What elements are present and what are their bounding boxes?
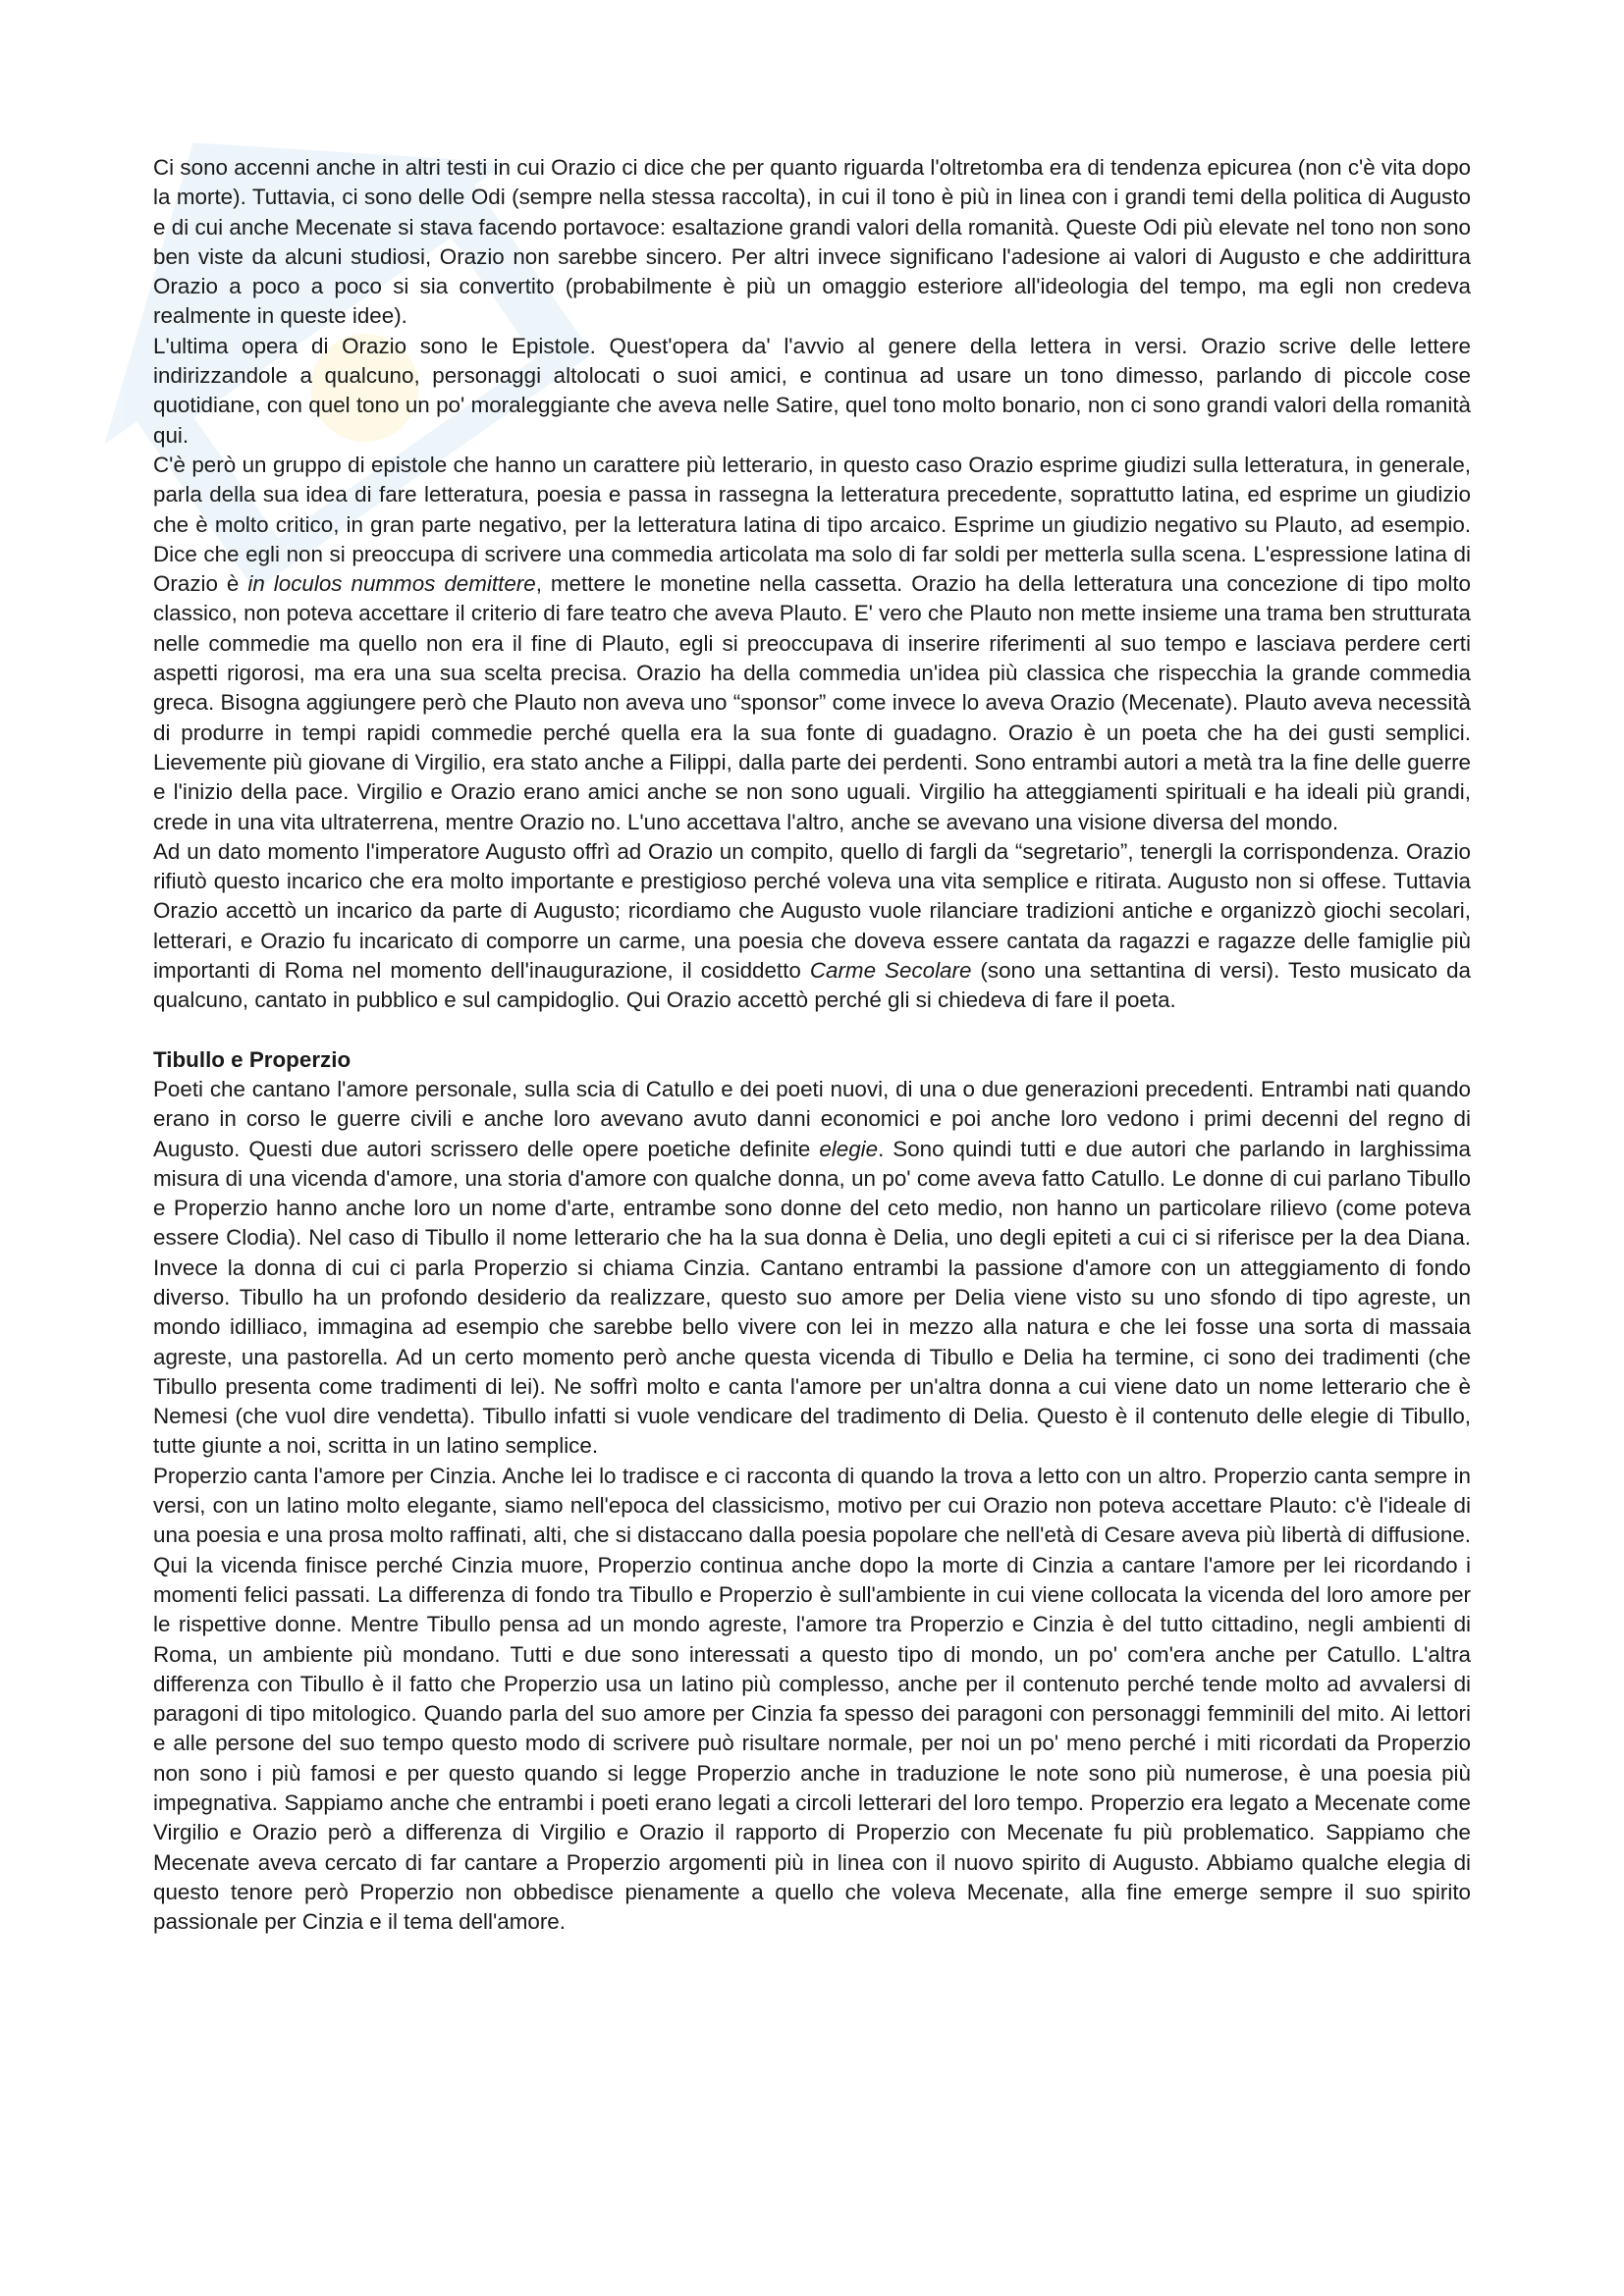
paragraph-orazio-epistole: L'ultima opera di Orazio sono le Epistole. Quest'opera da' l'avvio al genere della lettera in versi. Orazio scrive delle lettere indirizzandole a qualcuno, personaggi altolocati o suoi amici, e continua ad usare un tono dimesso, parlando di piccole cose quotidiane, con quel tono un po' moraleggiante che aveva nelle Satire, quel tono molto bonario, non ci sono grandi valori della romanità qui. <box>153 333 1471 448</box>
paragraph-epistole-letterarie <box>153 451 1471 837</box>
paragraph-properzio: Properzio canta l'amore per Cinzia. Anche lei lo tradisce e ci racconta di quando la trova a letto con un altro. Properzio canta sempre in versi, con un latino molto elegante, siamo nell'epoca del classicismo, motivo per cui Orazio non poteva accettare Plauto: c'è l'ideale di una poesia e una prosa molto raffinati, alti, che si distaccano dalla poesia popolare che nell'età di Cesare aveva più libertà di diffusione. Qui la vicenda finisce perché Cinzia muore, Properzio continua anche dopo la morte di Cinzia a cantare l'amore per lei ricordando i momenti felici passati. La differenza di fondo tra Tibullo e Properzio è sull'ambiente in cui viene collocata la vicenda del loro amore per le rispettive donne. Mentre Tibullo pensa ad un mondo agreste, l'amore tra Properzio e Cinzia è del tutto cittadino, negli ambienti di Roma, un ambiente più mondano. Tutti e due sono interessati a questo tipo di mondo, un po' com'era anche per Catullo. L'altra differenza con Tibullo è il fatto che Properzio usa un latino più complesso, anche per il contenuto perché tende molto ad avvalersi di paragoni di tipo mitologico. Quando parla del suo amore per Cinzia fa spesso dei paragoni con personaggi femminili del mito. Ai lettori e alle persone del suo tempo questo modo di scrivere può risultare normale, per noi un po' meno perché i miti ricordati da Properzio non sono i più famosi e per questo quando si legge Properzio anche in traduzione le note sono più numerose, è una poesia più impegnativa. Sappiamo anche che entrambi i poeti erano legati a circoli letterari del loro tempo. Properzio era legato a Mecenate come Virgilio e Orazio però a differenza di Virgilio e Orazio il rapporto di Properzio con Mecenate fu più problematico. Sappiamo che Mecenate aveva cercato di far cantare a Properzio argomenti più in linea con il nuovo spirito di Augusto. Abbiamo qualche elegia di questo tenore però Properzio non obbedisce pienamente a quello che voleva Mecenate, alla fine emerge sempre il suo spirito passionale per Cinzia e il tema dell'amore. <box>153 1463 1471 1935</box>
section-heading: Tibullo e Properzio <box>153 1046 352 1072</box>
document-page <box>153 153 1471 1938</box>
genre-term: elegie <box>819 1136 879 1161</box>
section-gap <box>153 1016 1471 1045</box>
paragraph-text: Poeti che cantano l'amore personale, sulla scia di Catullo e dei poeti nuovi, di una o due generazioni precedenti. Entrambi nati quando erano in corso le guerre civili e anche loro avevano avuto danni economici e poi anche loro vedono i primi decenni del regno di Augusto. Questi due autori scrissero delle opere poetiche definite <box>153 1076 1471 1161</box>
paragraph-carme-secolare <box>153 837 1471 1016</box>
paragraph-text: . Sono quindi tutti e due autori che parlando in larghissima misura di una vicenda d'amore, una storia d'amore con qualche donna, un po' come aveva fatto Catullo. Le donne di cui parlano Tibullo e Properzio hanno anche loro un nome d'arte, entrambe sono donne del ceto medio, non hanno un particolare rilievo (come poteva essere Clodia). Nel caso di Tibullo il nome letterario che ha la sua donna è Delia, uno degli epiteti a cui ci si riferisce per la dea Diana. Invece la donna di cui ci parla Properzio si chiama Cinzia. Cantano entrambi la passione d'amore con un atteggiamento di fondo diverso. Tibullo ha un profondo desiderio da realizzare, questo suo amore per Delia viene visto su uno sfondo di tipo agreste, un mondo idilliaco, immagina ad esempio che sarebbe bello vivere con lei in mezzo alla natura e che lei fosse una sorta di massaia agreste, una pastorella. Ad un certo momento però anche questa vicenda di Tibullo e Delia ha termine, ci sono dei tradimenti (che Tibullo presenta come tradimenti di lei). Ne soffrì molto e canta l'amore per un'altra donna a cui viene dato un nome letterario che è Nemesi (che vuol dire vendetta). Tibullo infatti si vuole vendicare del tradimento di Delia. Questo è il contenuto delle elegie di Tibullo, tutte giunte a noi, scritta in un latino semplice. <box>153 1136 1471 1459</box>
work-title: Carme Secolare <box>809 958 972 984</box>
paragraph-text: , mettere le monetine nella cassetta. Orazio ha della letteratura una concezione di tipo molto classico, non poteva accettare il criterio di fare teatro che aveva Plauto. E' vero che Plauto non mette insieme una trama ben strutturata nelle commedie ma quello non era il fine di Plauto, egli si preoccupava di inserire riferimenti al suo tempo e lasciava perdere certi aspetti rigorosi, ma era una sua scelta precisa. Orazio ha della commedia un'idea più classica che rispecchia la grande commedia greca. Bisogna aggiungere però che Plauto non aveva uno “sponsor” come invece lo aveva Orazio (Mecenate). Plauto aveva necessità di produrre in tempi rapidi commedie perché quella era la sua fonte di guadagno. Orazio è un poeta che ha dei gusti semplici. Lievemente più giovane di Virgilio, era stato anche a Filippi, dalla parte dei perdenti. Sono entrambi autori a metà tra la fine delle guerre e l'inizio della pace. Virgilio e Orazio erano amici anche se non sono uguali. Virgilio ha atteggiamenti spirituali e ha ideali più grandi, crede in una vita ultraterrena, mentre Orazio no. L'uno accettava l'altro, anche se avevano una visione diversa del mondo. <box>153 571 1472 834</box>
paragraph-text: (sono una settantina di versi). Testo musicato da qualcuno, cantato in pubblico e sul campidoglio. Qui Orazio accettò perché gli si chiedeva di fare il poeta. <box>153 958 1471 1013</box>
paragraph-orazio-odi: Ci sono accenni anche in altri testi in cui Orazio ci dice che per quanto riguarda l'oltretomba era di tendenza epicurea (non c'è vita dopo la morte). Tuttavia, ci sono delle Odi (sempre nella stessa raccolta), in cui il tono è più in linea con i grandi temi della politica di Augusto e di cui anche Mecenate si stava facendo portavoce: esaltazione grandi valori della romanità. Queste Odi più elevate nel tono non sono ben viste da alcuni studiosi, Orazio non sarebbe sincero. Per altri invece significano l'adesione ai valori di Augusto e che addirittura Orazio a poco a poco si sia convertito (probabilmente è più un omaggio esteriore all'ideologia del tempo, ma egli non credeva realmente in queste idee). <box>153 155 1471 329</box>
paragraph-text: C'è però un gruppo di epistole che hanno un carattere più letterario, in questo caso Orazio esprime giudizi sulla letteratura, in generale, parla della sua idea di fare letteratura, poesia e passa in rassegna la letteratura precedente, soprattutto latina, ed esprime un giudizio che è molto critico, in gran parte negativo, per la letteratura latina di tipo arcaico. Esprime un giudizio negativo su Plauto, ad esempio. Dice che egli non si preoccupa di scrivere una commedia articolata ma solo di far soldi per metterla sulla scena. L'espressione latina di Orazio è <box>153 452 1471 597</box>
latin-quote: in loculos nummos demittere <box>247 571 536 597</box>
paragraph-tibullo-properzio <box>153 1075 1471 1462</box>
paragraph-text: Ad un dato momento l'imperatore Augusto offrì ad Orazio un compito, quello di fargli da “segretario”, tenergli la corrispondenza. Orazio rifiutò questo incarico che era molto importante e prestigioso perché voleva una vita semplice e ritirata. Augusto non si offese. Tuttavia Orazio accettò un incarico da parte di Augusto; ricordiamo che Augusto vuole rilanciare tradizioni antiche e organizzò giochi secolari, letterari, e Orazio fu incaricato di comporre un carme, una poesia che doveva essere cantata da ragazzi e ragazze delle famiglie più importanti di Roma nel momento dell'inaugurazione, il cosiddetto <box>153 838 1471 984</box>
